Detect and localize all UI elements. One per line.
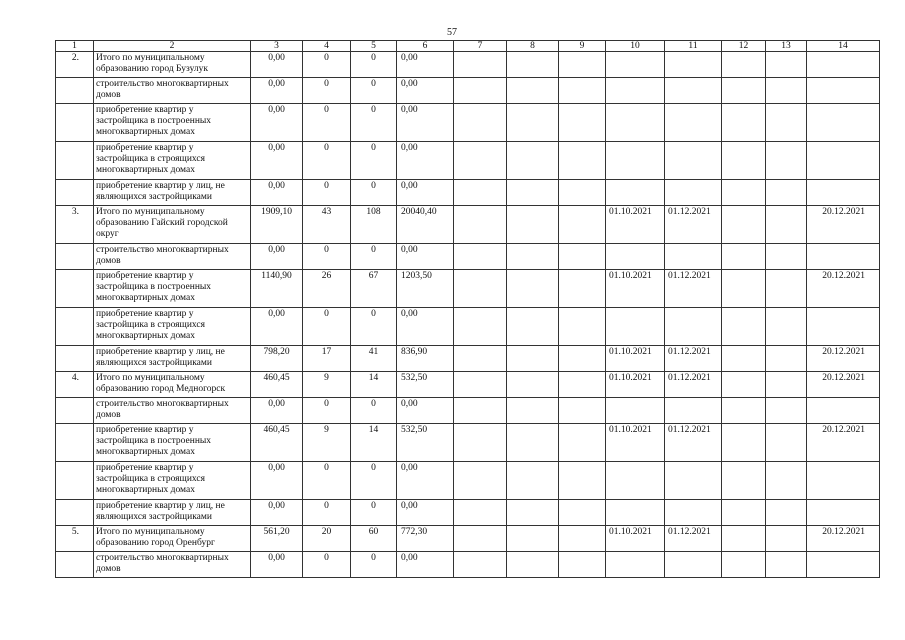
table-row <box>56 52 880 78</box>
column-number: 9 <box>559 41 606 52</box>
empty-cell <box>722 78 766 104</box>
indicator-name-cell: Итого по муниципальному образованию город Бузулук <box>94 52 251 78</box>
date-cell: 20.12.2021 <box>807 270 880 308</box>
empty-cell <box>559 142 606 180</box>
date-cell <box>807 52 880 78</box>
table-row <box>56 78 880 104</box>
table-row <box>56 526 880 552</box>
table-row <box>56 346 880 372</box>
row-number-cell <box>56 142 94 180</box>
date-cell <box>665 104 722 142</box>
residents-cell: 0 <box>351 244 397 270</box>
residents-cell: 0 <box>351 142 397 180</box>
empty-cell <box>507 78 559 104</box>
apartments-cell: 0 <box>303 462 351 500</box>
date-cell <box>606 552 665 578</box>
date-cell: 01.12.2021 <box>665 424 722 462</box>
empty-cell <box>766 180 807 206</box>
empty-cell <box>454 244 507 270</box>
indicator-name-cell: приобретение квартир у застройщика в построенных многоквартирных домах <box>94 424 251 462</box>
empty-cell <box>559 244 606 270</box>
amount-cell: 836,90 <box>397 346 454 372</box>
empty-cell <box>454 142 507 180</box>
row-number-cell: 2. <box>56 52 94 78</box>
empty-cell <box>507 104 559 142</box>
indicator-name-cell: приобретение квартир у застройщика в построенных многоквартирных домах <box>94 270 251 308</box>
date-cell <box>665 462 722 500</box>
table-row <box>56 500 880 526</box>
date-cell <box>807 462 880 500</box>
empty-cell <box>559 270 606 308</box>
column-number: 6 <box>397 41 454 52</box>
empty-cell <box>559 500 606 526</box>
date-cell: 01.10.2021 <box>606 346 665 372</box>
date-cell <box>606 462 665 500</box>
date-cell <box>807 142 880 180</box>
date-cell <box>606 244 665 270</box>
area-cell: 561,20 <box>251 526 303 552</box>
area-cell: 0,00 <box>251 142 303 180</box>
residents-cell: 0 <box>351 398 397 424</box>
amount-cell: 0,00 <box>397 180 454 206</box>
area-cell: 0,00 <box>251 552 303 578</box>
date-cell: 01.12.2021 <box>665 346 722 372</box>
empty-cell <box>559 346 606 372</box>
empty-cell <box>507 424 559 462</box>
empty-cell <box>559 372 606 398</box>
apartments-cell: 0 <box>303 52 351 78</box>
empty-cell <box>559 462 606 500</box>
row-number-cell <box>56 104 94 142</box>
table-row <box>56 206 880 244</box>
empty-cell <box>722 552 766 578</box>
area-cell: 0,00 <box>251 52 303 78</box>
date-cell <box>665 244 722 270</box>
empty-cell <box>722 500 766 526</box>
empty-cell <box>507 270 559 308</box>
empty-cell <box>559 180 606 206</box>
empty-cell <box>766 78 807 104</box>
amount-cell: 532,50 <box>397 372 454 398</box>
apartments-cell: 0 <box>303 180 351 206</box>
date-cell: 01.12.2021 <box>665 270 722 308</box>
empty-cell <box>559 308 606 346</box>
amount-cell: 0,00 <box>397 308 454 346</box>
date-cell <box>807 244 880 270</box>
amount-cell: 0,00 <box>397 244 454 270</box>
empty-cell <box>507 552 559 578</box>
empty-cell <box>507 206 559 244</box>
column-number: 1 <box>56 41 94 52</box>
empty-cell <box>507 346 559 372</box>
empty-cell <box>766 424 807 462</box>
empty-cell <box>507 244 559 270</box>
residents-cell: 108 <box>351 206 397 244</box>
apartments-cell: 0 <box>303 500 351 526</box>
empty-cell <box>454 398 507 424</box>
empty-cell <box>454 270 507 308</box>
date-cell <box>807 308 880 346</box>
area-cell: 1140,90 <box>251 270 303 308</box>
row-number-cell: 4. <box>56 372 94 398</box>
column-number: 2 <box>94 41 251 52</box>
date-cell <box>807 500 880 526</box>
date-cell: 01.12.2021 <box>665 526 722 552</box>
empty-cell <box>766 500 807 526</box>
indicator-name-cell: приобретение квартир у застройщика в строящихся многоквартирных домах <box>94 142 251 180</box>
row-number-cell <box>56 424 94 462</box>
residents-cell: 0 <box>351 552 397 578</box>
indicator-name-cell: приобретение квартир у застройщика в строящихся многоквартирных домах <box>94 308 251 346</box>
area-cell: 0,00 <box>251 244 303 270</box>
apartments-cell: 0 <box>303 244 351 270</box>
apartments-cell: 17 <box>303 346 351 372</box>
indicator-name-cell: приобретение квартир у лиц, не являющихся застройщиками <box>94 500 251 526</box>
empty-cell <box>766 308 807 346</box>
empty-cell <box>722 104 766 142</box>
date-cell <box>665 142 722 180</box>
date-cell <box>606 142 665 180</box>
indicator-name-cell: приобретение квартир у застройщика в построенных многоквартирных домах <box>94 104 251 142</box>
date-cell <box>665 398 722 424</box>
indicator-name-cell: приобретение квартир у лиц, не являющихся застройщиками <box>94 180 251 206</box>
column-number: 14 <box>807 41 880 52</box>
date-cell <box>606 500 665 526</box>
data-table <box>55 40 880 578</box>
apartments-cell: 0 <box>303 142 351 180</box>
indicator-name-cell: приобретение квартир у застройщика в строящихся многоквартирных домах <box>94 462 251 500</box>
empty-cell <box>454 552 507 578</box>
empty-cell <box>507 526 559 552</box>
apartments-cell: 26 <box>303 270 351 308</box>
empty-cell <box>454 52 507 78</box>
date-cell <box>606 398 665 424</box>
empty-cell <box>766 346 807 372</box>
amount-cell: 0,00 <box>397 104 454 142</box>
empty-cell <box>766 244 807 270</box>
area-cell: 0,00 <box>251 78 303 104</box>
area-cell: 798,20 <box>251 346 303 372</box>
amount-cell: 0,00 <box>397 52 454 78</box>
empty-cell <box>507 52 559 78</box>
residents-cell: 67 <box>351 270 397 308</box>
empty-cell <box>559 398 606 424</box>
empty-cell <box>559 424 606 462</box>
apartments-cell: 43 <box>303 206 351 244</box>
column-number: 10 <box>606 41 665 52</box>
date-cell: 20.12.2021 <box>807 424 880 462</box>
empty-cell <box>454 180 507 206</box>
area-cell: 460,45 <box>251 372 303 398</box>
column-number: 12 <box>722 41 766 52</box>
empty-cell <box>722 270 766 308</box>
date-cell <box>807 180 880 206</box>
date-cell: 20.12.2021 <box>807 346 880 372</box>
row-number-cell <box>56 270 94 308</box>
empty-cell <box>507 462 559 500</box>
apartments-cell: 9 <box>303 372 351 398</box>
table-row <box>56 462 880 500</box>
row-number-cell <box>56 346 94 372</box>
empty-cell <box>766 372 807 398</box>
date-cell: 20.12.2021 <box>807 372 880 398</box>
date-cell: 01.10.2021 <box>606 526 665 552</box>
amount-cell: 0,00 <box>397 500 454 526</box>
residents-cell: 0 <box>351 104 397 142</box>
empty-cell <box>454 346 507 372</box>
date-cell <box>665 552 722 578</box>
amount-cell: 20040,40 <box>397 206 454 244</box>
date-cell <box>606 180 665 206</box>
empty-cell <box>454 500 507 526</box>
date-cell <box>807 398 880 424</box>
apartments-cell: 0 <box>303 398 351 424</box>
column-number: 7 <box>454 41 507 52</box>
table-row <box>56 424 880 462</box>
date-cell: 01.10.2021 <box>606 206 665 244</box>
date-cell: 01.12.2021 <box>665 372 722 398</box>
column-number: 5 <box>351 41 397 52</box>
empty-cell <box>454 424 507 462</box>
empty-cell <box>722 462 766 500</box>
row-number-cell <box>56 462 94 500</box>
amount-cell: 0,00 <box>397 78 454 104</box>
apartments-cell: 0 <box>303 552 351 578</box>
residents-cell: 41 <box>351 346 397 372</box>
residents-cell: 0 <box>351 78 397 104</box>
area-cell: 0,00 <box>251 104 303 142</box>
residents-cell: 60 <box>351 526 397 552</box>
date-cell: 01.10.2021 <box>606 372 665 398</box>
row-number-cell <box>56 244 94 270</box>
empty-cell <box>722 244 766 270</box>
area-cell: 0,00 <box>251 462 303 500</box>
row-number-cell <box>56 308 94 346</box>
date-cell <box>606 52 665 78</box>
indicator-name-cell: строительство многоквартирных домов <box>94 244 251 270</box>
empty-cell <box>766 398 807 424</box>
empty-cell <box>507 398 559 424</box>
empty-cell <box>454 526 507 552</box>
date-cell <box>606 308 665 346</box>
residents-cell: 14 <box>351 372 397 398</box>
row-number-cell <box>56 552 94 578</box>
date-cell <box>665 78 722 104</box>
empty-cell <box>722 346 766 372</box>
date-cell: 01.10.2021 <box>606 424 665 462</box>
table-row <box>56 142 880 180</box>
area-cell: 0,00 <box>251 500 303 526</box>
residents-cell: 0 <box>351 500 397 526</box>
area-cell: 460,45 <box>251 424 303 462</box>
empty-cell <box>766 206 807 244</box>
indicator-name-cell: Итого по муниципальному образованию город Медногорск <box>94 372 251 398</box>
empty-cell <box>559 78 606 104</box>
indicator-name-cell: Итого по муниципальному образованию Гайский городской округ <box>94 206 251 244</box>
empty-cell <box>559 206 606 244</box>
table-row <box>56 372 880 398</box>
empty-cell <box>507 308 559 346</box>
row-number-cell <box>56 78 94 104</box>
table-row <box>56 552 880 578</box>
empty-cell <box>766 142 807 180</box>
indicator-name-cell: строительство многоквартирных домов <box>94 552 251 578</box>
empty-cell <box>559 552 606 578</box>
date-cell <box>665 180 722 206</box>
residents-cell: 0 <box>351 462 397 500</box>
apartments-cell: 9 <box>303 424 351 462</box>
empty-cell <box>507 372 559 398</box>
empty-cell <box>766 552 807 578</box>
amount-cell: 0,00 <box>397 142 454 180</box>
empty-cell <box>722 398 766 424</box>
amount-cell: 0,00 <box>397 552 454 578</box>
row-number-cell: 5. <box>56 526 94 552</box>
residents-cell: 0 <box>351 308 397 346</box>
empty-cell <box>454 462 507 500</box>
apartments-cell: 0 <box>303 78 351 104</box>
residents-cell: 14 <box>351 424 397 462</box>
empty-cell <box>507 500 559 526</box>
empty-cell <box>454 308 507 346</box>
empty-cell <box>722 526 766 552</box>
empty-cell <box>722 52 766 78</box>
residents-cell: 0 <box>351 52 397 78</box>
table-row <box>56 180 880 206</box>
empty-cell <box>507 180 559 206</box>
amount-cell: 0,00 <box>397 398 454 424</box>
column-number: 11 <box>665 41 722 52</box>
date-cell: 20.12.2021 <box>807 206 880 244</box>
date-cell <box>606 78 665 104</box>
date-cell: 01.12.2021 <box>665 206 722 244</box>
column-number-row <box>56 41 880 52</box>
column-number: 3 <box>251 41 303 52</box>
date-cell <box>665 308 722 346</box>
empty-cell <box>507 142 559 180</box>
empty-cell <box>559 52 606 78</box>
date-cell <box>665 500 722 526</box>
empty-cell <box>722 424 766 462</box>
empty-cell <box>766 526 807 552</box>
row-number-cell <box>56 398 94 424</box>
amount-cell: 1203,50 <box>397 270 454 308</box>
area-cell: 0,00 <box>251 398 303 424</box>
row-number-cell <box>56 500 94 526</box>
empty-cell <box>454 104 507 142</box>
row-number-cell: 3. <box>56 206 94 244</box>
area-cell: 1909,10 <box>251 206 303 244</box>
table-row <box>56 398 880 424</box>
area-cell: 0,00 <box>251 180 303 206</box>
empty-cell <box>766 52 807 78</box>
table-row <box>56 270 880 308</box>
date-cell <box>807 78 880 104</box>
date-cell <box>807 552 880 578</box>
amount-cell: 772,30 <box>397 526 454 552</box>
empty-cell <box>559 526 606 552</box>
date-cell: 01.10.2021 <box>606 270 665 308</box>
empty-cell <box>766 462 807 500</box>
indicator-name-cell: приобретение квартир у лиц, не являющихся застройщиками <box>94 346 251 372</box>
column-number: 8 <box>507 41 559 52</box>
date-cell <box>807 104 880 142</box>
amount-cell: 532,50 <box>397 424 454 462</box>
column-number: 13 <box>766 41 807 52</box>
indicator-name-cell: строительство многоквартирных домов <box>94 398 251 424</box>
empty-cell <box>722 180 766 206</box>
indicator-name-cell: Итого по муниципальному образованию город Оренбург <box>94 526 251 552</box>
empty-cell <box>722 206 766 244</box>
apartments-cell: 0 <box>303 308 351 346</box>
page-number: 57 <box>447 27 457 38</box>
apartments-cell: 20 <box>303 526 351 552</box>
empty-cell <box>454 206 507 244</box>
empty-cell <box>559 104 606 142</box>
empty-cell <box>766 270 807 308</box>
row-number-cell <box>56 180 94 206</box>
area-cell: 0,00 <box>251 308 303 346</box>
table-row <box>56 104 880 142</box>
empty-cell <box>722 372 766 398</box>
empty-cell <box>454 78 507 104</box>
empty-cell <box>722 308 766 346</box>
empty-cell <box>766 104 807 142</box>
amount-cell: 0,00 <box>397 462 454 500</box>
column-number: 4 <box>303 41 351 52</box>
table-row <box>56 244 880 270</box>
apartments-cell: 0 <box>303 104 351 142</box>
date-cell <box>606 104 665 142</box>
table-row <box>56 308 880 346</box>
residents-cell: 0 <box>351 180 397 206</box>
empty-cell <box>454 372 507 398</box>
empty-cell <box>722 142 766 180</box>
date-cell <box>665 52 722 78</box>
indicator-name-cell: строительство многоквартирных домов <box>94 78 251 104</box>
date-cell: 20.12.2021 <box>807 526 880 552</box>
